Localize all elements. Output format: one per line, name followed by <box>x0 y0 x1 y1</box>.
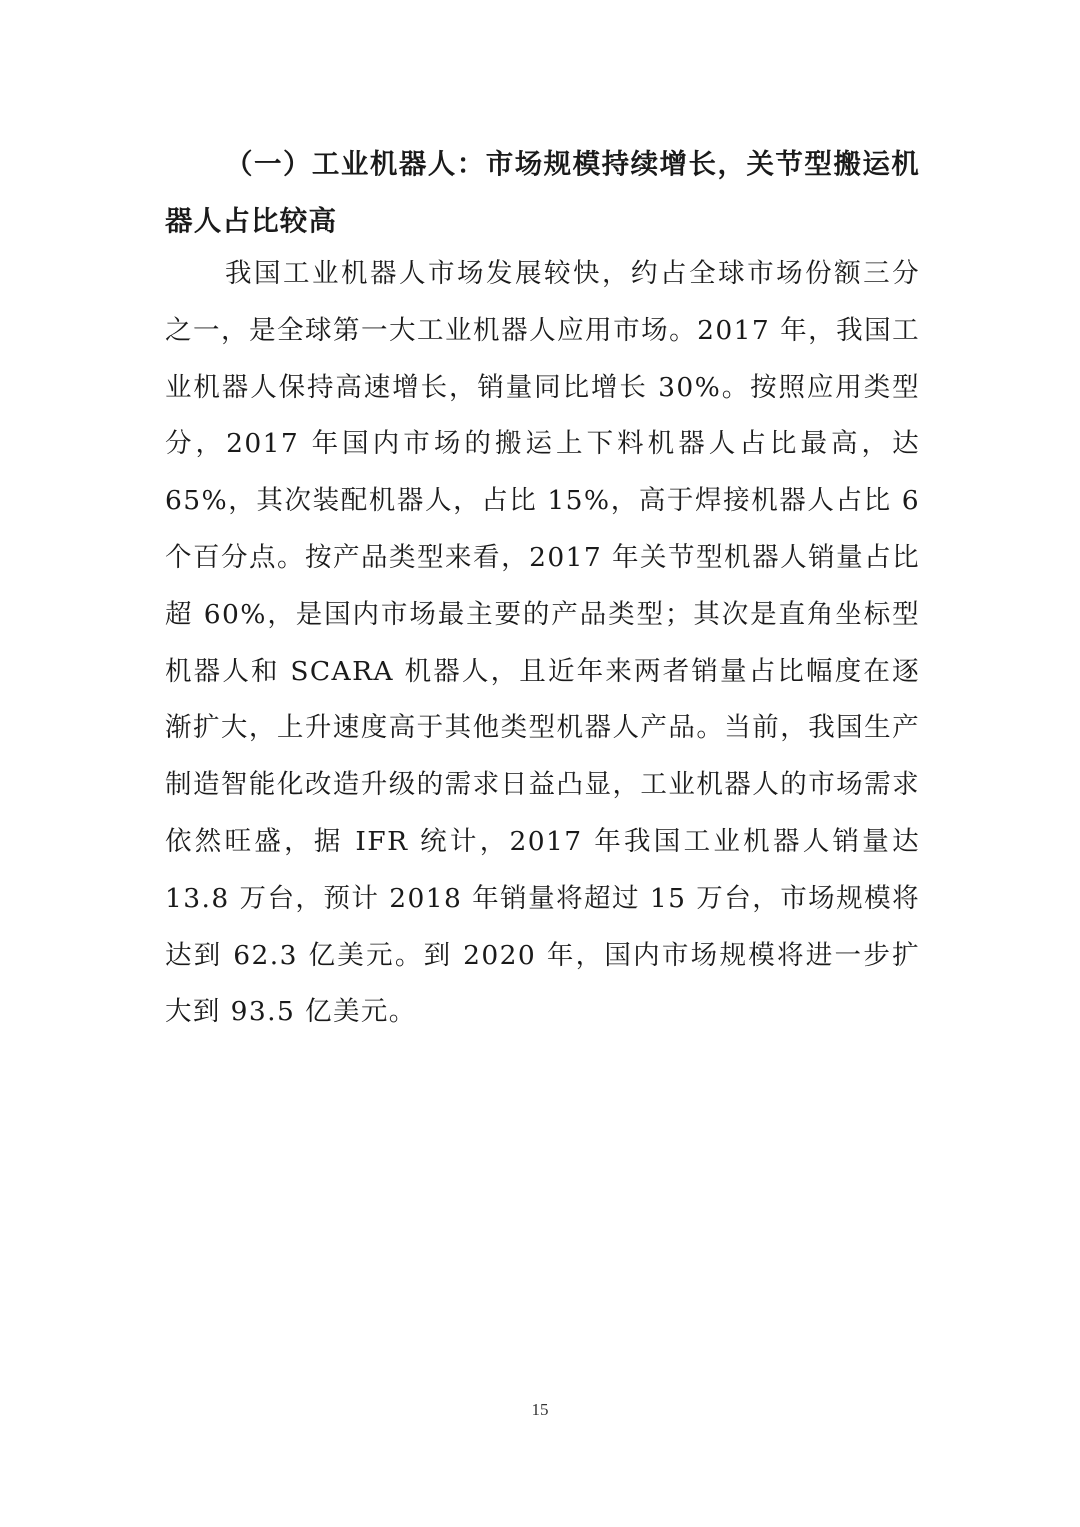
page-number: 15 <box>531 1400 549 1419</box>
section-heading: （一）工业机器人：市场规模持续增长，关节型搬运机器人占比较高 <box>165 148 920 237</box>
body-paragraph: 我国工业机器人市场发展较快，约占全球市场份额三分之一，是全球第一大工业机器人应用市场。2017 年，我国工业机器人保持高速增长，销量同比增长 30%。按照应用类型分，2017 年国内市场的搬运上下料机器人占比最高，达 65%，其次装配机器人，占比 15%，高于焊接机器人占比 6 个百分点。按产品类型来看，2017 年关节型机器人销量占比超 60%，是国内市场最主要的产品类型；其次是直角坐标型机器人和 SCARA 机器人，且近年来两者销量占比幅度在逐渐扩大，上升速度高于其他类型机器人产品。当前，我国生产制造智能化改造升级的需求日益凸显，工业机器人的市场需求依然旺盛，据 IFR 统计，2017 年我国工业机器人销量达 13.8 万台，预计 2018 年销量将超过 15 万台，市场规模将达到 62.3 亿美元。到 2020 年，国内市场规模将进一步扩大到 93.5 亿美元。 <box>165 258 920 1028</box>
